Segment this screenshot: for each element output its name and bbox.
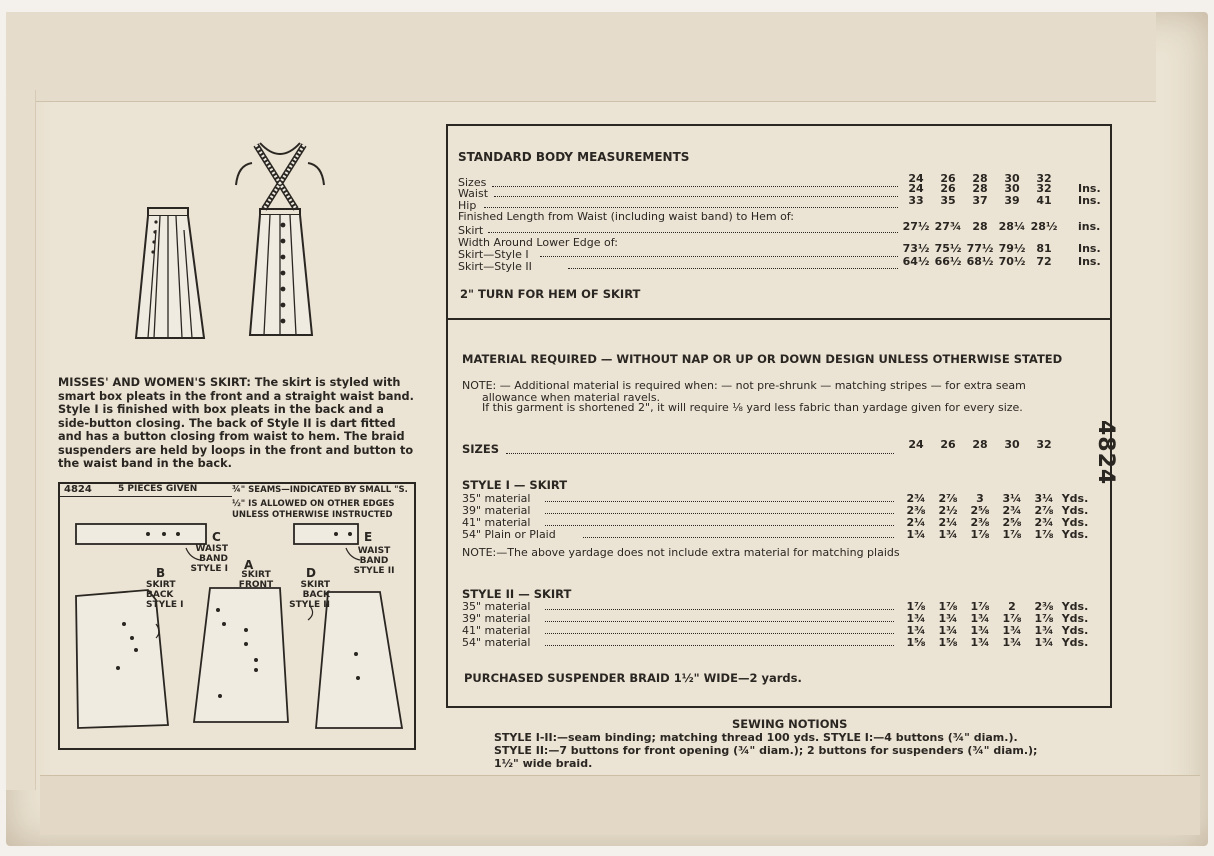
- waist-value: 32: [1036, 182, 1052, 195]
- piece-d-letter: D: [306, 566, 316, 580]
- style1-yardage-value: 2⅞: [938, 492, 958, 505]
- style2-yardage-value: 1¾: [970, 624, 990, 637]
- skirt-label: Skirt: [458, 224, 484, 237]
- piece-b-label: SKIRT BACK STYLE I: [146, 580, 184, 610]
- braid-note: PURCHASED SUSPENDER BRAID 1½" WIDE—2 yards.: [464, 671, 802, 685]
- material-sizes-label: SIZES: [462, 442, 500, 456]
- seams-note-2: ½" IS ALLOWED ON OTHER EDGES: [232, 499, 395, 509]
- width-style1-value: 77½: [966, 242, 994, 255]
- finished-length-label: Finished Length from Waist (including waist band) to Hem of:: [458, 210, 794, 223]
- width-style1-value: 73½: [902, 242, 930, 255]
- measurements-title: STANDARD BODY MEASUREMENTS: [458, 150, 690, 164]
- size-value: 32: [1036, 172, 1052, 185]
- style1-unit: Yds.: [1061, 504, 1089, 517]
- style2-yardage-value: 1¾: [906, 624, 926, 637]
- notions-line-2: STYLE II:—7 buttons for front opening (¾" diam.); 2 buttons for suspenders (¾" diam.);: [494, 744, 1038, 757]
- style2-yardage-value: 1¾: [938, 624, 958, 637]
- material-note-1: NOTE: — Additional material is required when: — not pre-shrunk — matching stripes — for extra seam: [462, 379, 1026, 392]
- material-size-value: 26: [940, 438, 956, 451]
- waist-value: 26: [940, 182, 956, 195]
- hip-label: Hip: [458, 199, 477, 212]
- waist-label: Waist: [458, 187, 489, 200]
- piece-a-label: SKIRT FRONT: [238, 570, 274, 590]
- skirt-length-value: 28: [972, 220, 988, 233]
- style1-yardage-value: 2⅜: [970, 516, 990, 529]
- style2-yardage-value: 1⅞: [1002, 612, 1022, 625]
- skirt-style-2-illustration: [230, 135, 330, 345]
- hip-value: 37: [972, 194, 988, 207]
- material-size-value: 32: [1036, 438, 1052, 451]
- sizes-label: Sizes: [458, 176, 487, 189]
- width-label: Width Around Lower Edge of:: [458, 236, 618, 249]
- style1-yardage-value: 2⅝: [970, 504, 990, 517]
- style2-yardage-value: 1¾: [970, 636, 990, 649]
- pattern-number-vertical: 4824: [1093, 420, 1118, 486]
- width-style1-value: 75½: [934, 242, 962, 255]
- style2-unit: Yds.: [1061, 624, 1089, 637]
- style2-row-label: 54" material: [462, 636, 531, 649]
- skirt-length-value: 27½: [902, 220, 930, 233]
- style1-title: STYLE I — SKIRT: [462, 478, 568, 492]
- skirt-length-value: 28¼: [998, 220, 1026, 233]
- style1-yardage-value: 2¼: [906, 516, 926, 529]
- piece-a-letter: A: [244, 558, 254, 572]
- width-style1-row: [900, 242, 1060, 255]
- style2-row-leader: [545, 621, 894, 622]
- width-style2-value: 70½: [998, 255, 1026, 268]
- material-sizes-row: [900, 438, 1060, 451]
- style2-yardage-value: 1⅞: [1034, 612, 1054, 625]
- material-size-value: 24: [908, 438, 924, 451]
- hip-value: 41: [1036, 194, 1052, 207]
- style1-yardage-value: 1¾: [906, 528, 926, 541]
- waist-value: 30: [1004, 182, 1020, 195]
- style1-yardage-value: 2⅞: [1034, 504, 1054, 517]
- size-value: 30: [1004, 172, 1020, 185]
- style1-yardage-value: 2¾: [906, 492, 926, 505]
- style2-yardage-value: 1⅞: [938, 600, 958, 613]
- style2-yardage-value: 1⅞: [970, 600, 990, 613]
- style1-yardage-value: 3: [976, 492, 984, 505]
- style1-yardage-value: 3¼: [1002, 492, 1022, 505]
- style2-title: STYLE II — SKIRT: [462, 587, 572, 601]
- style1-unit: Yds.: [1061, 516, 1089, 529]
- style1-row-label: 39" material: [462, 504, 531, 517]
- style1-unit: Yds.: [1061, 492, 1089, 505]
- pattern-description: MISSES' AND WOMEN'S SKIRT: The skirt is styled with smart box pleats in the front and a straight waist band. Style I is finished with box pleats in the back and a side-button closing. The back of Style II is dart fitted and has a button closing from waist to hem. The braid suspenders are held by loops in the front and button to the waist band in the back.: [58, 376, 414, 470]
- hip-row: [900, 194, 1060, 207]
- hip-value: 35: [940, 194, 956, 207]
- style1-yardage-value: 3¼: [1034, 492, 1054, 505]
- skirt-style-1-illustration: [130, 200, 210, 345]
- skirt-length-value: 28½: [1030, 220, 1058, 233]
- style2-unit: Yds.: [1061, 636, 1089, 649]
- width-style2-value: 66½: [934, 255, 962, 268]
- notions-title: SEWING NOTIONS: [732, 717, 848, 731]
- width-style1-value: 79½: [998, 242, 1026, 255]
- measurements-divider: [448, 318, 1110, 320]
- hip-value: 33: [908, 194, 924, 207]
- style2-yardage-value: 2⅜: [1034, 600, 1054, 613]
- piece-b-letter: B: [156, 566, 166, 580]
- style2-yardage-value: 2: [1008, 600, 1016, 613]
- style2-unit: Yds.: [1061, 600, 1089, 613]
- material-size-value: 28: [972, 438, 988, 451]
- style1-row-leader: [545, 501, 894, 502]
- style2-yardage-value: 1⅞: [906, 600, 926, 613]
- style1-yardage-value: 2⅜: [906, 504, 926, 517]
- piece-c-letter: C: [212, 530, 221, 544]
- style1-yardage-value: 2¾: [1034, 516, 1054, 529]
- style1-row-label: 41" material: [462, 516, 531, 529]
- notions-line-3: 1½" wide braid.: [494, 757, 593, 770]
- seams-note-3: UNLESS OTHERWISE INSTRUCTED: [232, 510, 393, 520]
- style2-row-values: [900, 636, 1090, 649]
- waist-unit: Ins.: [1078, 182, 1101, 195]
- style1-row-leader: [545, 513, 894, 514]
- style2-yardage-value: 1¾: [1002, 624, 1022, 637]
- waist-value: 28: [972, 182, 988, 195]
- envelope-bottom-flap: [40, 775, 1200, 835]
- waist-value: 24: [908, 182, 924, 195]
- style1-row-leader: [583, 537, 894, 538]
- style2-row-label: 35" material: [462, 600, 531, 613]
- style1-row-leader: [545, 525, 894, 526]
- width-style2-value: 68½: [966, 255, 994, 268]
- piece-e-letter: E: [364, 530, 373, 544]
- style1-row-label: 54" Plain or Plaid: [462, 528, 556, 541]
- skirt-length-value: 27¾: [934, 220, 962, 233]
- width-style1-value: 81: [1036, 242, 1052, 255]
- style2-yardage-value: 1¾: [1002, 636, 1022, 649]
- envelope-top-flap: [6, 12, 1156, 102]
- style1-yardage-value: 1⅞: [1034, 528, 1054, 541]
- style1-yardage-value: 2¼: [938, 516, 958, 529]
- envelope-left-flap: [6, 90, 36, 790]
- material-note-2: allowance when material ravels.: [482, 391, 661, 404]
- style1-unit: Yds.: [1061, 528, 1089, 541]
- plaid-note: NOTE:—The above yardage does not include extra material for matching plaids: [462, 546, 900, 559]
- material-size-value: 30: [1004, 438, 1020, 451]
- pieces-given-label: 5 PIECES GIVEN: [118, 484, 198, 494]
- piece-c-label: WAIST BAND STYLE I: [190, 544, 228, 574]
- width-style2-value: 72: [1036, 255, 1052, 268]
- style1-yardage-value: 1¾: [938, 528, 958, 541]
- size-value: 26: [940, 172, 956, 185]
- style2-row-label: 39" material: [462, 612, 531, 625]
- notions-line-1: STYLE I-II:—seam binding; matching thread 100 yds. STYLE I:—4 buttons (¾" diam.).: [494, 731, 1018, 744]
- hip-value: 39: [1004, 194, 1020, 207]
- style1-yardage-value: 1⅞: [970, 528, 990, 541]
- style1-row-label: 35" material: [462, 492, 531, 505]
- style2-yardage-value: 1¾: [906, 612, 926, 625]
- style2-yardage-value: 1¾: [938, 612, 958, 625]
- piece-d-label: SKIRT BACK STYLE II: [289, 580, 330, 610]
- hem-note: 2" TURN FOR HEM OF SKIRT: [460, 287, 641, 301]
- style1-yardage-value: 2¾: [1002, 504, 1022, 517]
- style2-yardage-value: 1¾: [1034, 624, 1054, 637]
- style1-row-values: [900, 528, 1090, 541]
- width-style2-label: Skirt—Style II: [458, 260, 532, 273]
- style1-yardage-value: 2½: [938, 504, 958, 517]
- style2-unit: Ins.: [1078, 255, 1101, 268]
- material-note-3: If this garment is shortened 2", it will require ⅛ yard less fabric than yardage given for every size.: [482, 401, 1023, 414]
- pieces-pattern-number: 4824: [64, 484, 92, 495]
- style2-yardage-value: 1⅝: [906, 636, 926, 649]
- style2-row-leader: [545, 609, 894, 610]
- size-value: 24: [908, 172, 924, 185]
- style2-yardage-value: 1¾: [1034, 636, 1054, 649]
- piece-e-label: WAIST BAND STYLE II: [353, 546, 395, 576]
- width-style2-value: 64½: [902, 255, 930, 268]
- style2-row-label: 41" material: [462, 624, 531, 637]
- material-title: MATERIAL REQUIRED — WITHOUT NAP OR UP OR DOWN DESIGN UNLESS OTHERWISE STATED: [462, 352, 1063, 366]
- style2-unit: Yds.: [1061, 612, 1089, 625]
- width-style1-label: Skirt—Style I: [458, 248, 529, 261]
- skirt-unit: ins.: [1078, 220, 1101, 233]
- style2-row-leader: [545, 633, 894, 634]
- seams-note-1: ¾" SEAMS—INDICATED BY SMALL "S.: [232, 485, 408, 495]
- style1-yardage-value: 2⅝: [1002, 516, 1022, 529]
- style2-yardage-value: 1⅝: [938, 636, 958, 649]
- style1-unit: Ins.: [1078, 242, 1101, 255]
- style2-row-leader: [545, 645, 894, 646]
- style1-yardage-value: 1⅞: [1002, 528, 1022, 541]
- pieces-header-rule: [60, 496, 232, 497]
- style2-yardage-value: 1¾: [970, 612, 990, 625]
- hip-unit: Ins.: [1078, 194, 1101, 207]
- width-style2-row: [900, 255, 1060, 268]
- skirt-length-row: [900, 220, 1060, 233]
- size-value: 28: [972, 172, 988, 185]
